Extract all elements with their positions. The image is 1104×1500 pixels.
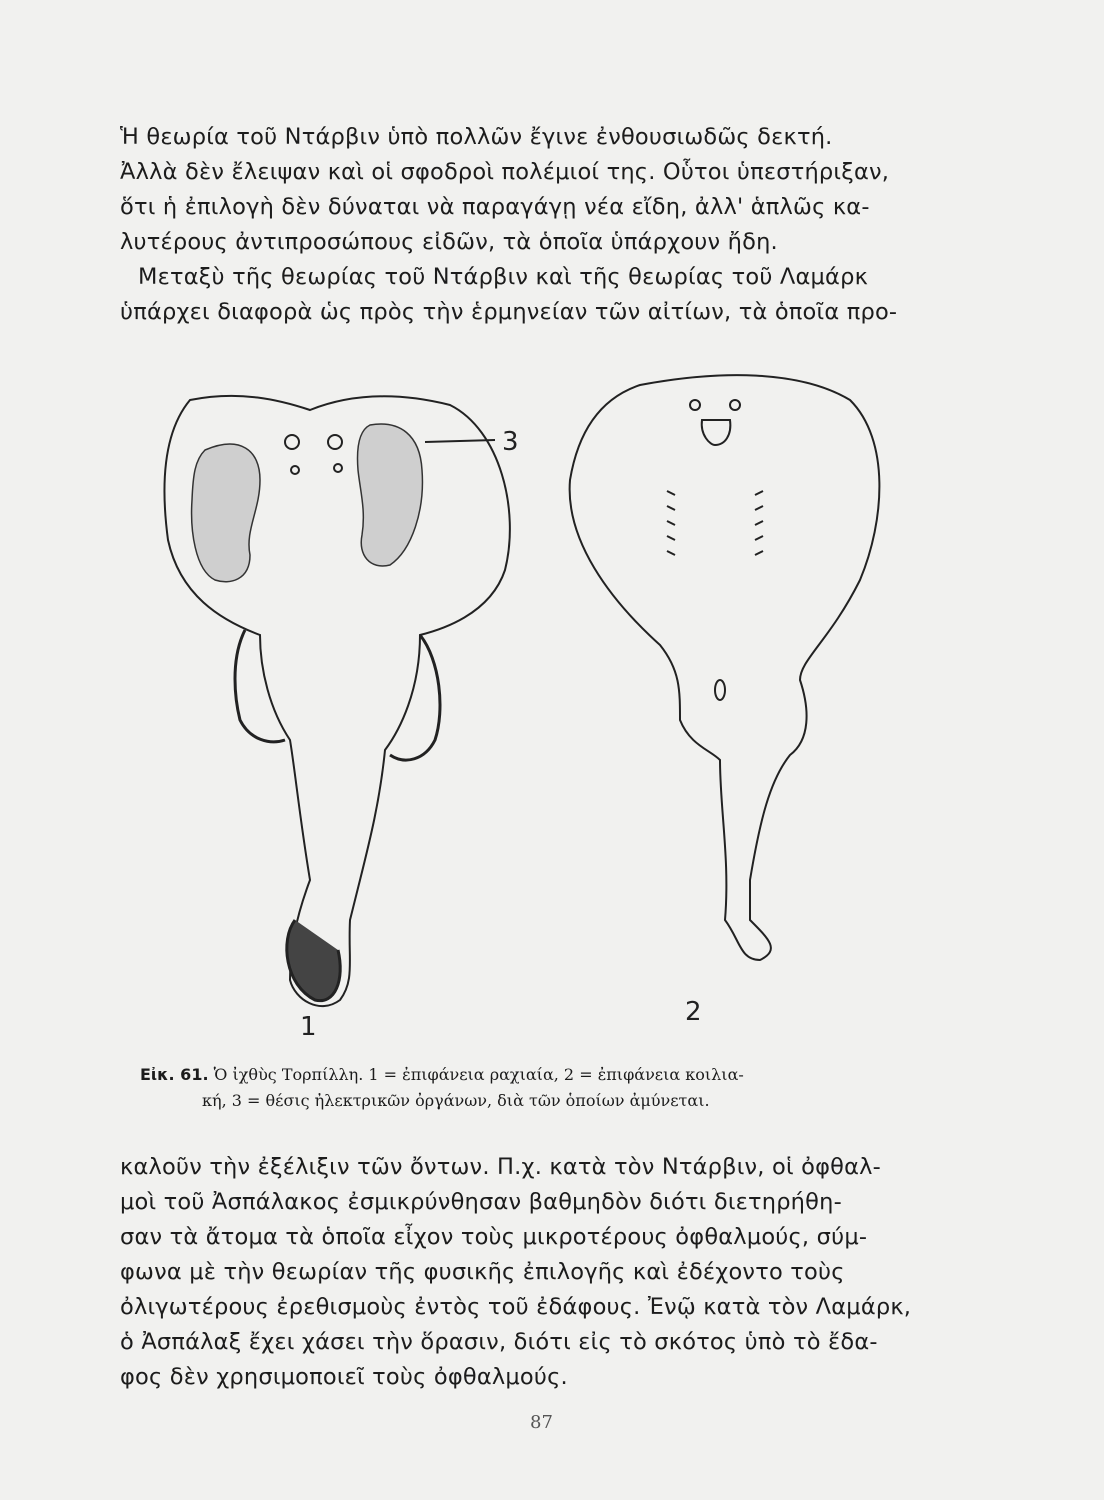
caption-line-2: κή, 3 = θέσις ἠλεκτρικῶν ὀργάνων, διὰ τῶν ὁποίων ἀμύνεται. [202,1091,710,1110]
text-line: ὀλιγωτέρους ἐρεθισμοὺς ἐντὸς τοῦ ἐδάφους. Ἐνῷ κατὰ τὸν Λαμάρκ, [120,1294,912,1320]
caption-prefix: Εἰκ. 61. [140,1065,209,1084]
text-line: σαν τὰ ἄτομα τὰ ὁποῖα εἶχον τοὺς μικροτέρους ὀφθαλμούς, σύμ- [120,1224,868,1250]
caption-line-1: Ὁ ἰχθὺς Τορπίλλη. 1 = ἐπιφάνεια ραχιαία, 2 = ἐπιφάνεια κοιλια- [213,1065,744,1084]
text-line: Ἀλλὰ δὲν ἔλειψαν καὶ οἱ σφοδροὶ πολέμιοί της. Οὗτοι ὑπεστήριξαν, [120,159,890,185]
electric-organ-left [192,444,260,582]
text-line: καλοῦν τὴν ἐξέλιξιν τῶν ὄντων. Π.χ. κατὰ τὸν Ντάρβιν, οἱ ὀφθαλ- [120,1154,881,1180]
dorsal-fin-right [390,635,440,760]
paragraph-top [120,120,940,330]
figure-label-1: 1 [300,1012,317,1042]
text-line: ὁ Ἀσπάλαξ ἔχει χάσει τὴν ὅρασιν, διότι εἰς τὸ σκότος ὑπὸ τὸ ἔδα- [120,1329,878,1355]
fish-ventral-view [570,375,880,960]
figure-caption [140,1062,940,1114]
gill-slits-left [667,491,675,555]
text-line: μοὶ τοῦ Ἀσπάλακος ἐσμικρύνθησαν βαθμηδὸν διότι διετηρήθη- [120,1189,842,1215]
gill-slits-right [755,491,763,555]
ventral-eye-right [730,400,740,410]
electric-organs [192,424,423,582]
cloaca [715,680,725,700]
text-line: Μεταξὺ τῆς θεωρίας τοῦ Ντάρβιν καὶ τῆς θεωρίας τοῦ Λαμάρκ [138,264,869,290]
electric-organ-right [358,424,423,566]
text-line: φος δὲν χρησιμοποιεῖ τοὺς ὀφθαλμούς. [120,1364,568,1390]
mouth [702,420,731,445]
ventral-body-outline [570,375,880,960]
callout-line [425,440,495,442]
torpedo-fish-illustration [120,360,980,1060]
text-line: ὅτι ἡ ἐπιλογὴ δὲν δύναται νὰ παραγάγῃ νέα εἴδη, ἀλλ' ἁπλῶς κα- [120,194,870,220]
dorsal-tail [287,920,340,1001]
text-line: ὑπάρχει διαφορὰ ὡς πρὸς τὴν ἑρμηνείαν τῶν αἰτίων, τὰ ὁποῖα προ- [120,299,898,325]
page-number: 87 [530,1412,553,1433]
text-line: Ἡ θεωρία τοῦ Ντάρβιν ὑπὸ πολλῶν ἔγινε ἐνθουσιωδῶς δεκτή. [120,124,833,150]
text-line: φωνα μὲ τὴν θεωρίαν τῆς φυσικῆς ἐπιλογῆς καὶ ἐδέχοντο τοὺς [120,1259,845,1285]
text-line: λυτέρους ἀντιπροσώπους εἰδῶν, τὰ ὁποῖα ὑπάρχουν ἤδη. [120,229,778,255]
callout-label-3: 3 [502,427,519,457]
ventral-eye-left [690,400,700,410]
paragraph-bottom [120,1150,960,1395]
figure-label-2: 2 [685,997,702,1027]
dorsal-eyes [285,435,342,474]
